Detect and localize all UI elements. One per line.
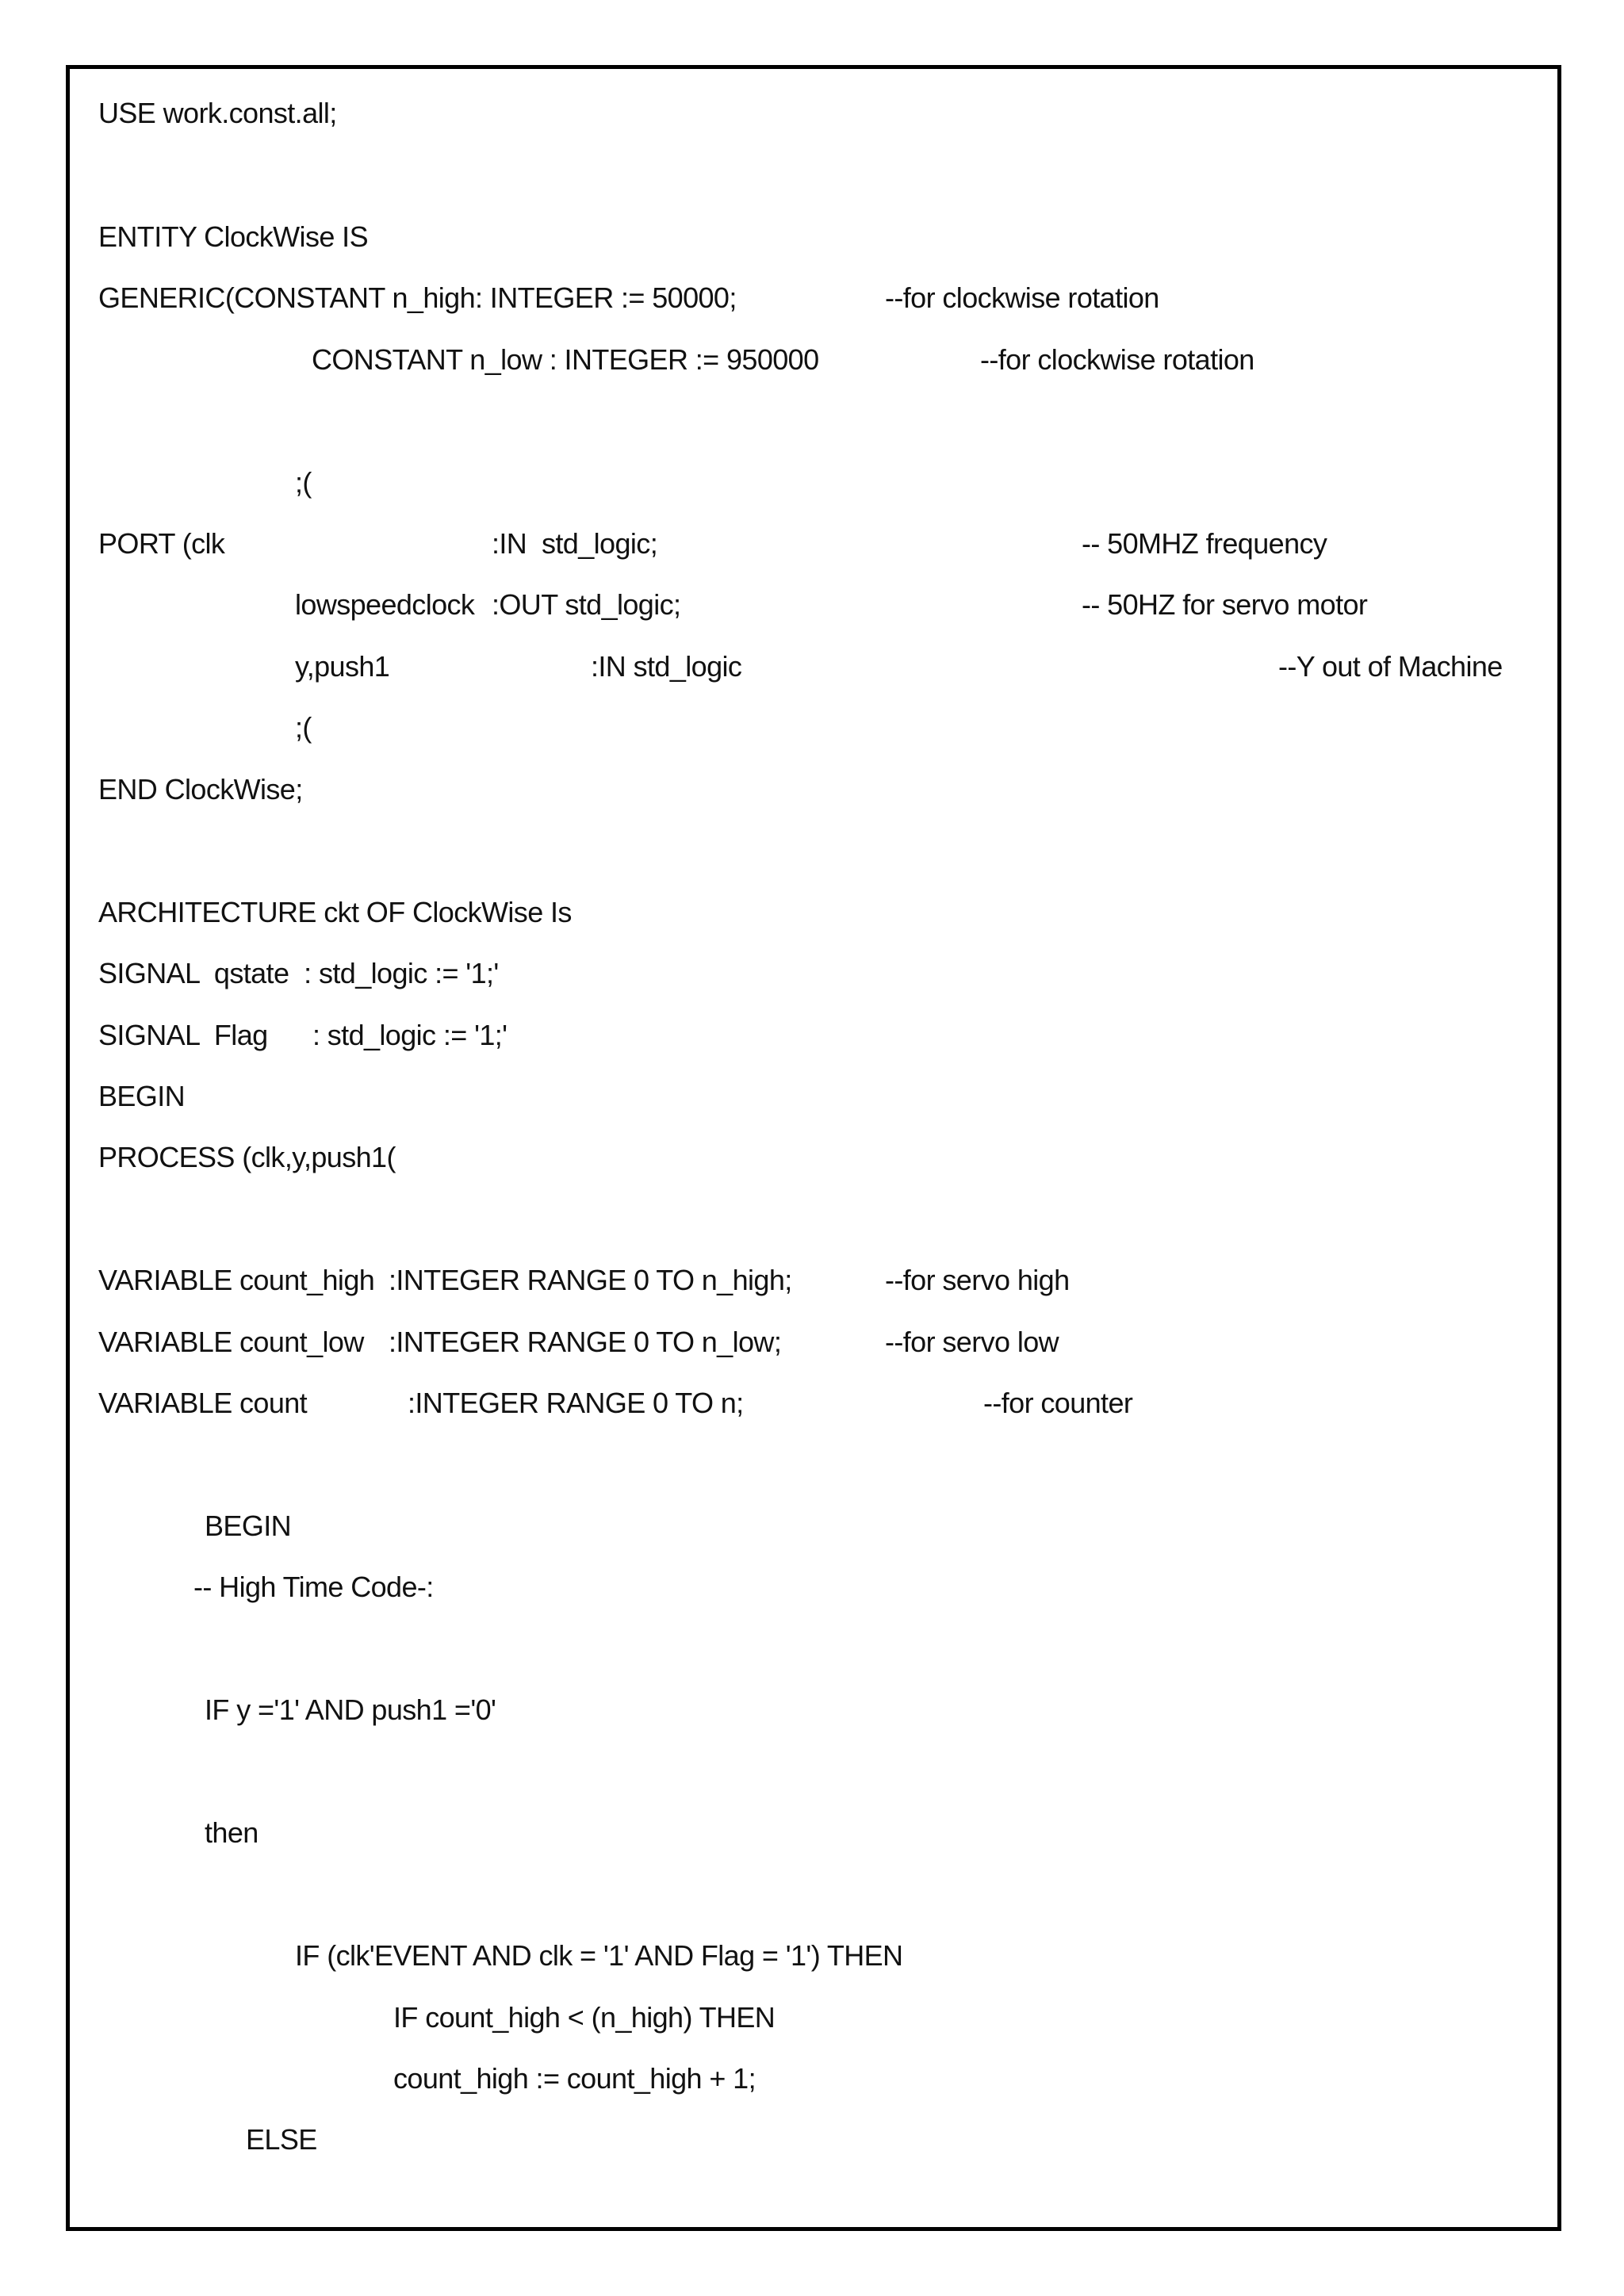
code-line [0, 2061, 1624, 2123]
code-line [0, 895, 1624, 957]
code-text: GENERIC(CONSTANT n_high: INTEGER := 50000; [98, 281, 737, 314]
code-text: IF count_high < (n_high) THEN [393, 2001, 776, 2034]
code-text: IF (clk'EVENT AND clk = '1' AND Flag = '1') THEN [295, 1939, 903, 1972]
code-text: BEGIN [98, 1080, 186, 1112]
code-comment: --for clockwise rotation [885, 281, 1159, 314]
code-text: CONSTANT n_low : INTEGER := 950000 [312, 343, 819, 376]
code-line [0, 772, 1624, 834]
code-text: PROCESS (clk,y,push1( [98, 1141, 396, 1173]
code-line [0, 1018, 1624, 1080]
code-line [0, 465, 1624, 527]
code-comment: --for servo high [885, 1264, 1070, 1296]
code-text: ;( [295, 711, 312, 744]
code-line [0, 1079, 1624, 1141]
code-line [0, 342, 1624, 404]
code-line [0, 1325, 1624, 1387]
code-line [0, 1263, 1624, 1325]
code-line [0, 1386, 1624, 1448]
code-line [0, 649, 1624, 711]
code-line [0, 2122, 1624, 2184]
code-comment: -- High Time Code-: [193, 1571, 434, 1603]
code-text: BEGIN [205, 1510, 292, 1542]
code-text: VARIABLE count_low [98, 1326, 364, 1358]
code-line [0, 1816, 1624, 1877]
code-text: count_high := count_high + 1; [393, 2062, 756, 2095]
code-type: :IN std_logic; [492, 527, 658, 560]
code-text: ;( [295, 466, 312, 499]
code-type: :INTEGER RANGE 0 TO n; [408, 1387, 744, 1419]
code-line [0, 956, 1624, 1018]
code-line [0, 710, 1624, 772]
code-comment: --for servo low [885, 1326, 1059, 1358]
code-text: ENTITY ClockWise IS [98, 220, 368, 253]
code-line [0, 220, 1624, 281]
code-text: SIGNAL Flag : std_logic := '1;' [98, 1019, 508, 1051]
code-type: :IN std_logic [591, 650, 742, 683]
code-text: lowspeedclock [295, 588, 475, 621]
code-type: :OUT std_logic; [492, 588, 681, 621]
code-text: SIGNAL qstate : std_logic := '1;' [98, 957, 499, 989]
code-type: :INTEGER RANGE 0 TO n_high; [389, 1264, 792, 1296]
code-line [0, 1693, 1624, 1755]
code-text: IF y ='1' AND push1 ='0' [205, 1693, 496, 1726]
code-line [0, 96, 1624, 158]
code-text: VARIABLE count_high [98, 1264, 375, 1296]
code-text: then [205, 1816, 259, 1849]
code-text: VARIABLE count [98, 1387, 308, 1419]
code-comment: -- 50HZ for servo motor [1082, 588, 1368, 621]
code-text: ARCHITECTURE ckt OF ClockWise Is [98, 896, 572, 928]
code-line [0, 1570, 1624, 1632]
code-text: ELSE [246, 2123, 317, 2156]
code-comment: -- 50MHZ frequency [1082, 527, 1327, 560]
code-type: :INTEGER RANGE 0 TO n_low; [389, 1326, 782, 1358]
code-line [0, 526, 1624, 588]
code-text: END ClockWise; [98, 773, 303, 806]
code-comment: --for counter [983, 1387, 1133, 1419]
code-text: y,push1 [295, 650, 390, 683]
code-line [0, 587, 1624, 649]
code-comment: --for clockwise rotation [980, 343, 1254, 376]
code-text: PORT (clk [98, 527, 225, 560]
code-line [0, 1509, 1624, 1571]
code-line [0, 1938, 1624, 2000]
code-text: USE work.const.all; [98, 97, 337, 129]
code-line [0, 1140, 1624, 1202]
code-comment: --Y out of Machine [1278, 650, 1503, 683]
code-line [0, 281, 1624, 342]
code-line [0, 2000, 1624, 2062]
